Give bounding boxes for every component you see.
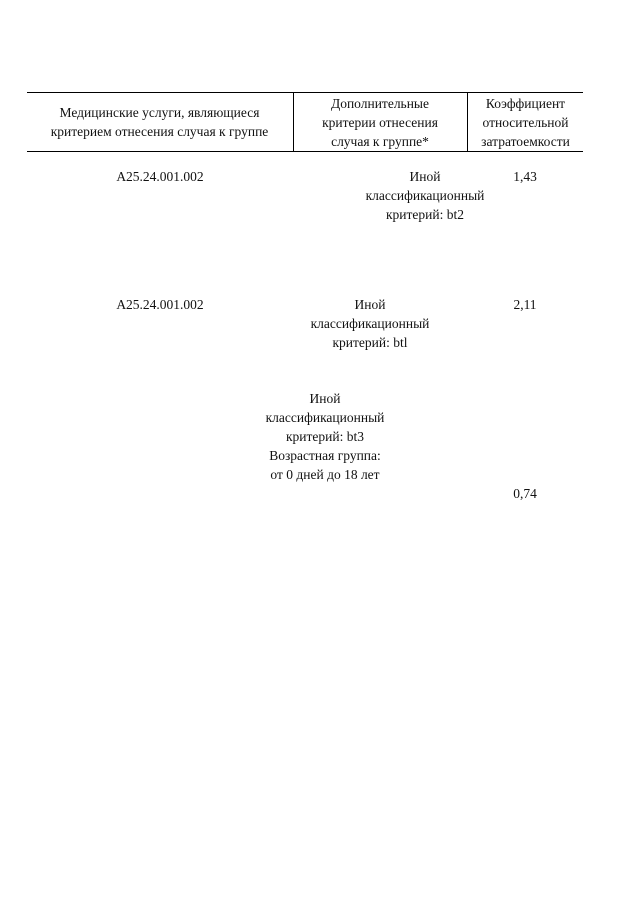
row-3-coefficient: 0,74 [513,486,537,501]
row-2-service: A25.24.001.002 [116,297,204,312]
row-1-coefficient: 1,43 [513,169,537,184]
table-header [27,92,583,152]
row-1-criteria: Иной классификационный критерий: bt2 [365,169,485,222]
row-2-coefficient: 2,11 [513,297,537,312]
row-1-service: A25.24.001.002 [116,169,204,184]
row-3-criteria: Иной классификационный критерий: bt3 Возрастная группа: от 0 дней до 18 лет [265,391,385,482]
header-services: Медицинские услуги, являющиеся критерием отнесения случая к группе [50,105,269,139]
row-2-criteria: Иной классификационный критерий: btl [310,297,430,350]
header-criteria: Дополнительные критерии отнесения случая к группе* [322,95,438,149]
header-coefficient: Коэффициент относительной затратоемкости [481,95,570,149]
